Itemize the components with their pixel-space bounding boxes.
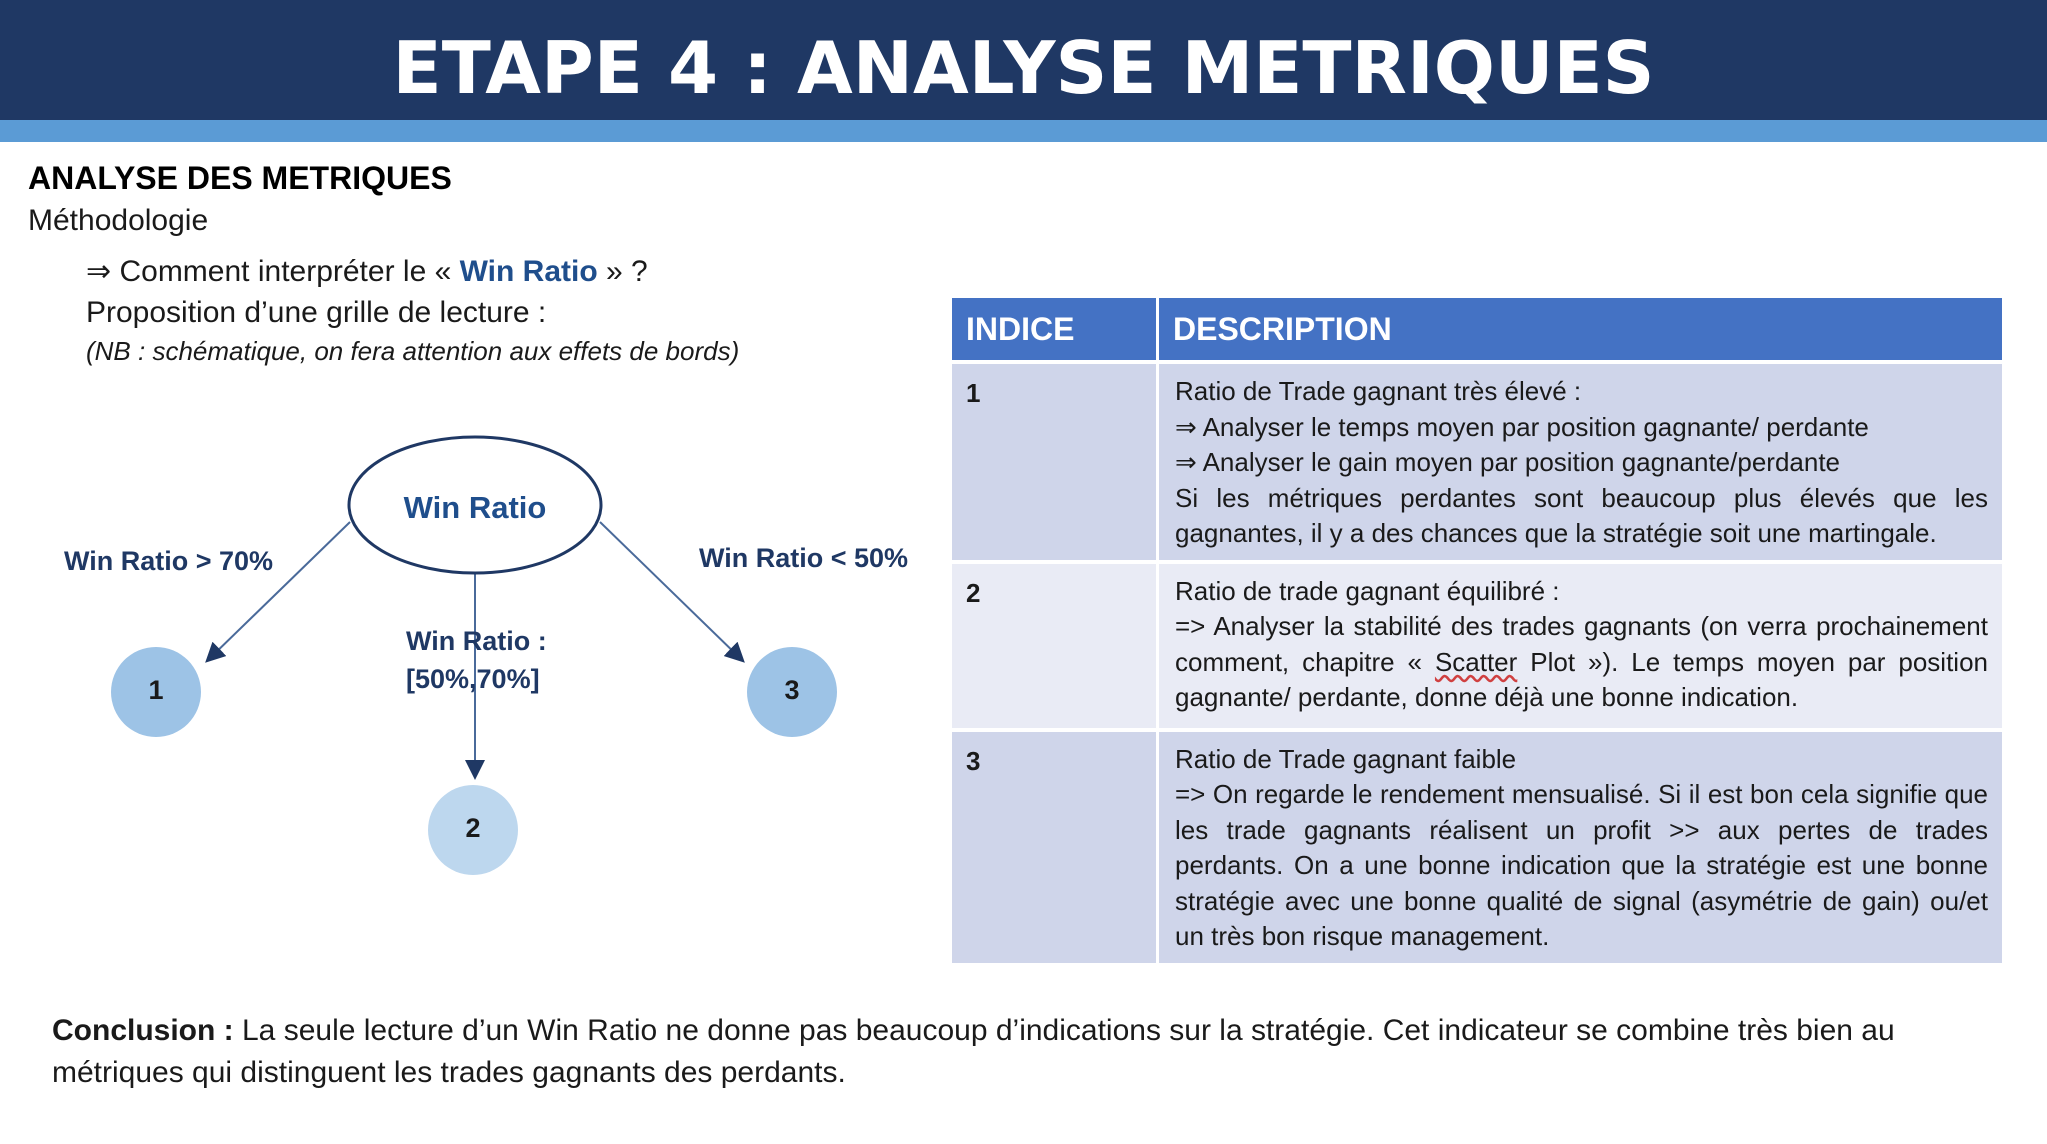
table-row: [952, 562, 2002, 730]
table-row: [952, 730, 2002, 963]
methodology-label: Méthodologie: [28, 204, 209, 237]
root-label: Win Ratio: [403, 490, 547, 525]
conclusion: [52, 1010, 2002, 1094]
row1-line2: ⇒ Analyser le temps moyen par position gagnante/ perdante: [1175, 411, 1869, 442]
row2-line1: Ratio de trade gagnant équilibré :: [1175, 575, 1560, 606]
row-index: 3: [952, 730, 1158, 963]
branch-label-2a: Win Ratio :: [406, 626, 547, 656]
section-title: ANALYSE DES METRIQUES: [28, 160, 452, 196]
nb-note: (NB : schématique, on fera attention aux effets de bords): [86, 336, 740, 366]
row-description: [1158, 362, 2003, 562]
row2-text-after: Plot »). Le temps moyen par position gagnante/ perdante, donne déjà une bonne indication.: [1175, 646, 1988, 712]
question-highlight: Win Ratio: [459, 255, 598, 288]
row-description: [1158, 730, 2003, 963]
row-index: 1: [952, 362, 1158, 562]
question-line: [86, 254, 648, 289]
node-label-3: 3: [784, 675, 800, 705]
table-header-indice: INDICE: [952, 298, 1158, 362]
row2-underlined: Scatter: [1434, 646, 1518, 677]
indice-table: [952, 298, 2002, 963]
row1-line1: Ratio de Trade gagnant très élevé :: [1175, 376, 1582, 406]
slide-title: ETAPE 4 : ANALYSE METRIQUES: [392, 26, 1655, 110]
proposition-text: Proposition d’une grille de lecture :: [86, 296, 547, 329]
node-label-1: 1: [148, 675, 164, 705]
row-index: 2: [952, 562, 1158, 730]
branch-line-1: [208, 522, 350, 660]
row2-body: [1175, 609, 1988, 716]
row1-line3: ⇒ Analyser le gain moyen par position gagnante/perdante: [1175, 447, 1841, 477]
conclusion-label: Conclusion :: [52, 1014, 234, 1047]
question-suffix: » ?: [597, 255, 648, 288]
row3-body: => On regarde le rendement mensualisé. Si il est bon cela signifie que les trade gagnants réalisent un profit >> aux pertes de trades perdants. On a une bonne indication que la stratégie est une bonne stratégie avec une bonne qualité de signal (asymétrie de gain) ou/et un très bon risque management.: [1175, 779, 1988, 951]
table-row: [952, 362, 2002, 562]
row3-line1: Ratio de Trade gagnant faible: [1175, 743, 1517, 774]
row1-line4: Si les métriques perdantes sont beaucoup plus élevés que les gagnantes, il y a des chances que la stratégie soit une martingale.: [1175, 482, 1988, 548]
branch-label-3: Win Ratio < 50%: [699, 543, 909, 573]
branch-label-1: Win Ratio > 70%: [64, 546, 274, 576]
win-ratio-diagram: [0, 420, 940, 900]
header-accent-strip: [0, 120, 2047, 142]
row-description: [1158, 562, 2003, 730]
branch-label-2b: [50%,70%]: [406, 664, 540, 694]
row2-text-before: => Analyser la stabilité des trades gagnants (on verra prochainement comment, chapitre «: [1175, 611, 1988, 677]
question-prefix: ⇒ Comment interpréter le «: [86, 255, 460, 288]
table-header-description: DESCRIPTION: [1158, 298, 2003, 362]
conclusion-text: La seule lecture d’un Win Ratio ne donne pas beaucoup d’indications sur la stratégie. Cet indicateur se combine très bien au métriques qui distinguent les trades gagnants des perdants.: [52, 1014, 1895, 1089]
node-label-2: 2: [465, 813, 481, 843]
table-header-row: [952, 298, 2002, 362]
